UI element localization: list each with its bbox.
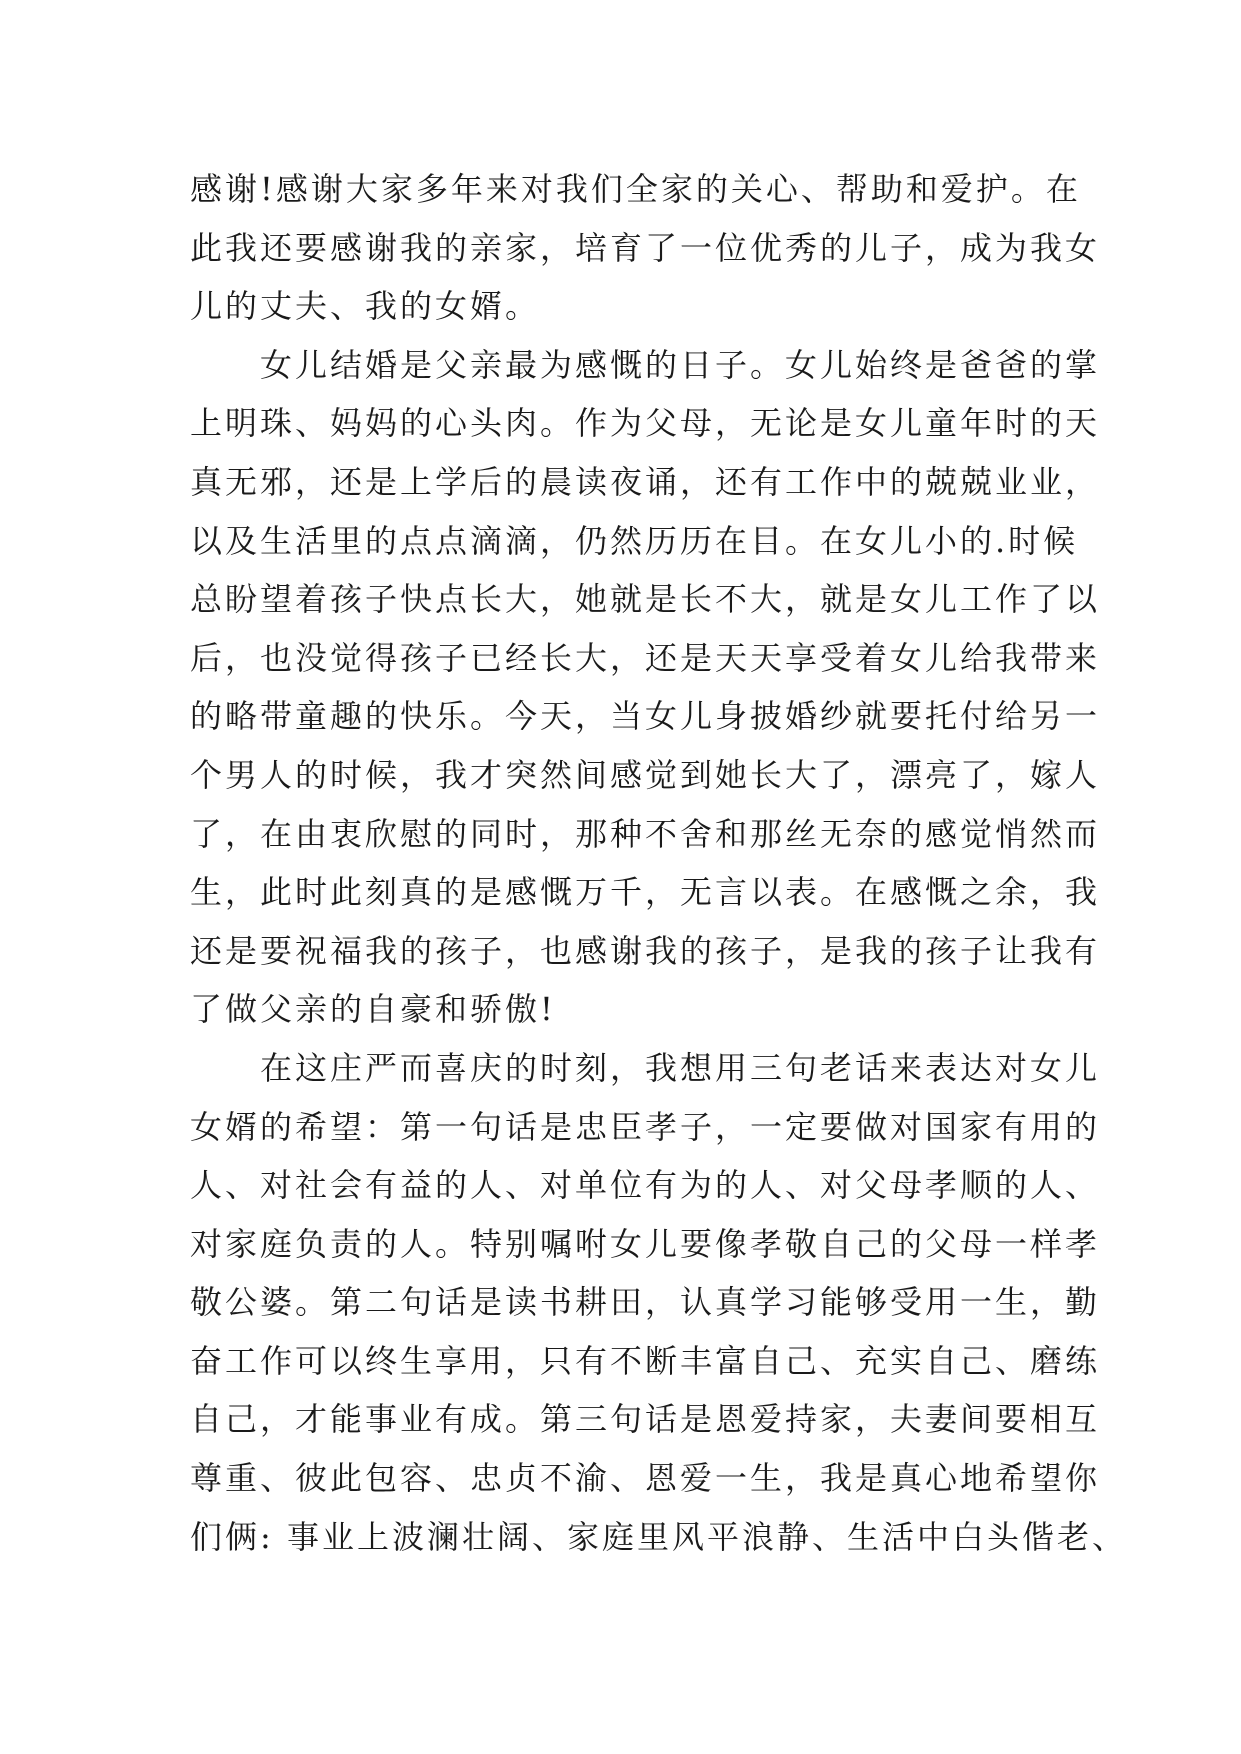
text-line: 尊重、彼此包容、忠贞不渝、恩爱一生，我是真心地希望你	[190, 1459, 1101, 1498]
text-line: 的略带童趣的快乐。今天，当女儿身披婚纱就要托付给另一	[190, 697, 1101, 736]
text-line: 以及生活里的点点滴滴，仍然历历在目。在女儿小的.时候	[190, 521, 1079, 560]
text-line: 感谢!感谢大家多年来对我们全家的关心、帮助和爱护。在	[190, 170, 1081, 208]
text-line: 儿的丈夫、我的女婿。	[190, 287, 541, 326]
text-line: 女儿结婚是父亲最为感慨的日子。女儿始终是爸爸的掌	[260, 345, 1101, 384]
text-line: 对家庭负责的人。特别嘱咐女儿要像孝敬自己的父母一样孝	[190, 1224, 1101, 1263]
text-line: 女婿的希望：第一句话是忠臣孝子，一定要做对国家有用的	[190, 1107, 1101, 1146]
text-line: 了做父亲的自豪和骄傲!	[190, 990, 556, 1029]
text-line: 后，也没觉得孩子已经长大，还是天天享受着女儿给我带来	[190, 638, 1101, 677]
text-line: 上明珠、妈妈的心头肉。作为父母，无论是女儿童年时的天	[190, 404, 1101, 443]
text-line: 还是要祝福我的孩子，也感谢我的孩子，是我的孩子让我有	[190, 931, 1101, 970]
text-line: 真无邪，还是上学后的晨读夜诵，还有工作中的兢兢业业，	[190, 462, 1101, 501]
text-line: 此我还要感谢我的亲家，培育了一位优秀的儿子，成为我女	[190, 228, 1101, 267]
text-line: 个男人的时候，我才突然间感觉到她长大了，漂亮了，嫁人	[190, 755, 1101, 794]
text-line: 了，在由衷欣慰的同时，那种不舍和那丝无奈的感觉悄然而	[190, 814, 1101, 853]
text-line: 总盼望着孩子快点长大，她就是长不大，就是女儿工作了以	[190, 580, 1101, 619]
text-line: 人、对社会有益的人、对单位有为的人、对父母孝顺的人、	[190, 1166, 1101, 1205]
document-body	[190, 160, 1127, 1566]
text-line: 自己，才能事业有成。第三句话是恩爱持家，夫妻间要相互	[190, 1400, 1101, 1439]
text-line: 在这庄严而喜庆的时刻，我想用三句老话来表达对女儿	[260, 1048, 1101, 1087]
text-line: 生，此时此刻真的是感慨万千，无言以表。在感慨之余，我	[190, 873, 1101, 912]
text-line: 们俩: 事业上波澜壮阔、家庭里风平浪静、生活中白头偕老、	[190, 1517, 1127, 1556]
text-line: 敬公婆。第二句话是读书耕田，认真学习能够受用一生，勤	[190, 1283, 1101, 1322]
text-line: 奋工作可以终生享用，只有不断丰富自己、充实自己、磨练	[190, 1341, 1101, 1380]
